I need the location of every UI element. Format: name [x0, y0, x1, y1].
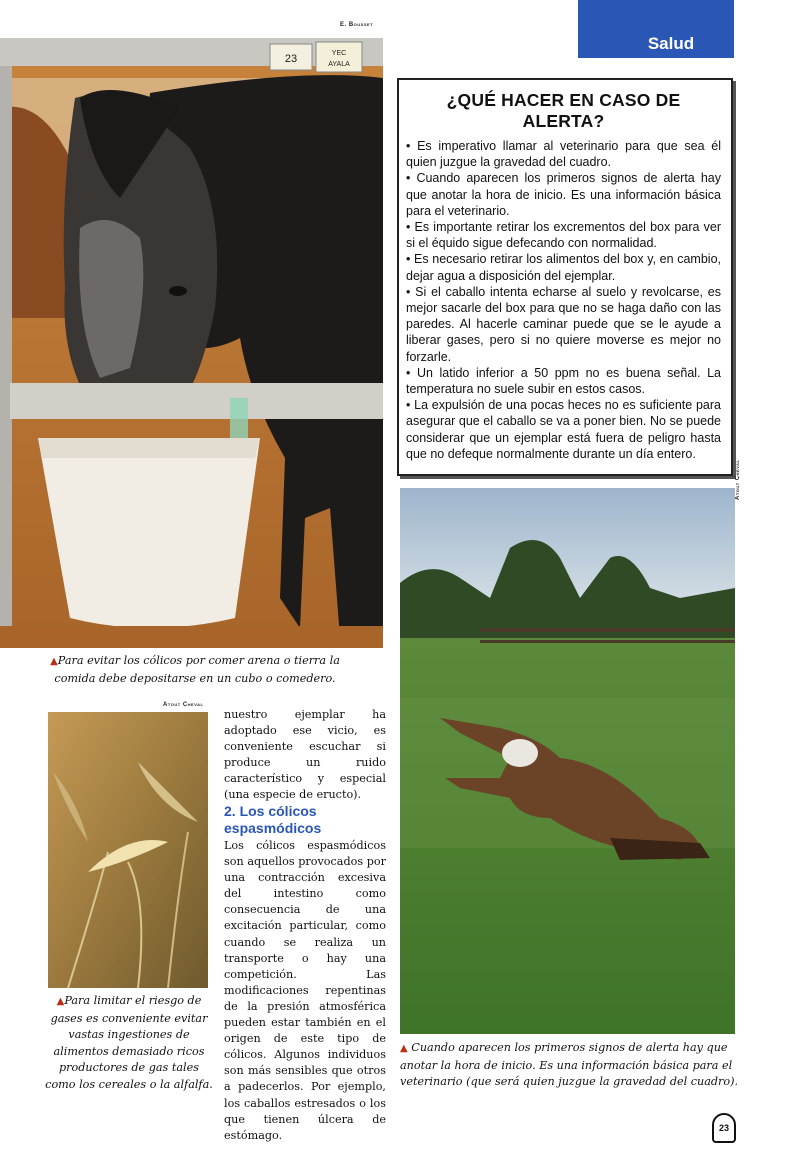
alert-box	[397, 78, 733, 476]
photo-credit-top: E. Bousset	[340, 22, 374, 28]
page-number-text: 23	[718, 1123, 729, 1133]
caption-triangle-icon: ▲	[50, 656, 58, 667]
caption-wheat-text: Para limitar el riesgo de gases es conveniente evitar vastas ingestiones de alimentos demasiado ricos productores de gas tales como los cereales o la alfalfa.	[45, 994, 213, 1091]
alert-item: • Es imperativo llamar al veterinario para que sea él quien juzgue la gravedad del cuadro.	[406, 139, 721, 170]
photo-wheat	[48, 712, 208, 988]
photo-credit-wheat: Atout Cheval	[163, 702, 204, 708]
caption-right-text: Cuando aparecen los primeros signos de alerta hay que anotar la hora de inicio. Es una información básica para el veterinario (que será quien juzgue la gravedad del cuadro).	[400, 1041, 739, 1088]
alert-item: • Es importante retirar los excrementos del box para ver si el équido sigue defecando con normalidad.	[406, 220, 721, 251]
section-tab	[578, 0, 734, 58]
photo-horse-rolling	[400, 488, 735, 1034]
caption-top-left	[30, 653, 360, 687]
article-heading: 2. Los cólicos espasmódicos	[224, 803, 322, 836]
sign-line-1: YEC	[331, 50, 347, 57]
section-label: Salud	[647, 34, 695, 53]
alert-item: • Es necesario retirar los alimentos del box y, en cambio, dejar agua a disposición del ejemplar.	[406, 252, 721, 283]
photo-horse-bucket	[0, 38, 383, 648]
caption-top-left-text: Para evitar los cólicos por comer arena o tierra la comida debe depositarse en un cubo o comedero.	[54, 654, 340, 685]
caption-triangle-icon: ▲	[400, 1043, 408, 1054]
alert-item: • Un latido inferior a 50 ppm no es buena señal. La temperatura no suele subir en estos casos.	[406, 365, 721, 397]
article-paragraph-1: nuestro ejemplar ha adoptado ese vicio, es conveniente escuchar si produce un ruido característico y especial (una especie de eructo).	[224, 708, 386, 802]
photo-credit-right: Atout Cheval	[735, 459, 741, 500]
alert-title: ¿QUÉ HACER EN CASO DE ALERTA?	[446, 90, 681, 131]
caption-triangle-icon: ▲	[56, 996, 65, 1007]
sign-number: 23	[284, 53, 298, 65]
alert-item: • La expulsión de una pocas heces no es suficiente para asegurar que el caballo se va a poner bien. No se puede considerar que un ejemplar está fuera de peligro hasta que no defeque normalmente durante un día entero.	[406, 398, 721, 461]
alert-item: • Si el caballo intenta echarse al suelo y revolcarse, es mejor sacarle del box para que no se haga daño con las paredes. Al hacerle caminar puede que se le ayude a liberar gases, pero si no quiere moverse es mejor no forzarle.	[406, 284, 721, 364]
caption-wheat	[44, 993, 214, 1093]
caption-right	[400, 1040, 740, 1091]
page-number	[712, 1113, 736, 1143]
sign-line-2: AYALA	[328, 61, 350, 68]
article-paragraph-2: Los cólicos espasmódicos son aquellos provocados por una contracción excesiva del intestino como consecuencia de una excitación particular, como cuando se realiza un transporte o hay una competición. Las modificaciones repentinas de la presión atmosférica pueden estar también en el origen de este tipo de cólicos. Algunos individuos son más sensibles que otros a padecerlos. Por ejemplo, los caballos estresados o los que tienen úlcera de estómago.	[224, 839, 386, 1142]
alert-item: • Cuando aparecen los primeros signos de alerta hay que anotar la hora de inicio. Es una información básica para el veterinario.	[406, 171, 721, 218]
